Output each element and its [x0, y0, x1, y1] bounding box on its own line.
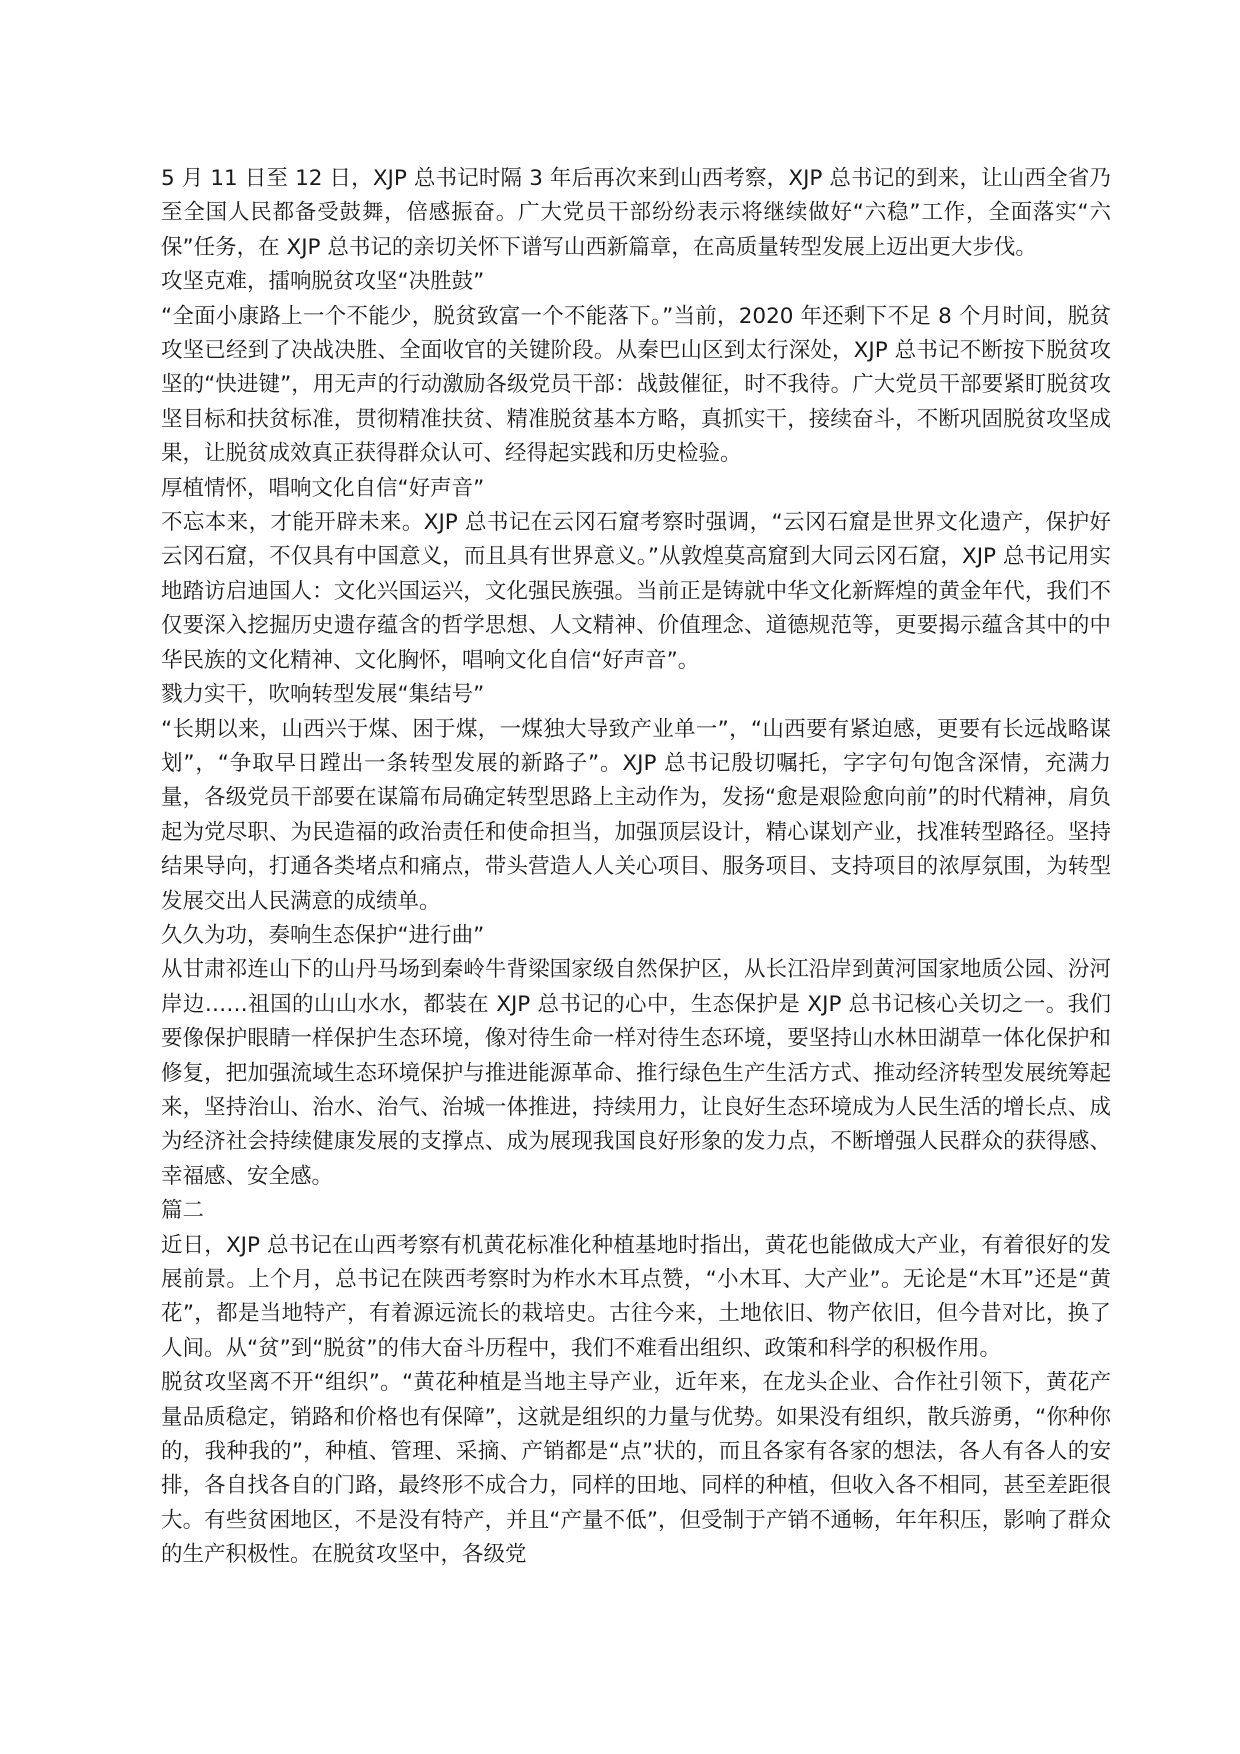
paragraph-organization: 脱贫攻坚离不开“组织”。“黄花种植是当地主导产业，近年来，在龙头企业、合作社引领下，黄花产量品质稳定，销路和价格也有保障”，这就是组织的力量与优势。如果没有组织，散兵游勇，“你种你的，我种我的”，种植、管理、采摘、产销都是“点”状的，而且各家有各家的想法，各人有各人的安排，各自找各自的门路，最终形不成合力，同样的田地、同样的种植，但收入各不相同，甚至差距很大。有些贫困地区，不是没有特产，并且“产量不低”，但受制于产销不通畅，年年积压，影响了群众的生产积极性。在脱贫攻坚中，各级党 [161, 1370, 1111, 1568]
paragraph-transformation: “长期以来，山西兴于煤、困于煤，一煤独大导致产业单一”，“山西要有紧迫感，更要有长远战略谋划”，“争取早日蹚出一条转型发展的新路子”。XJP 总书记殷切嘱托，字字句句饱含深情，充满力量，各级党员干部要在谋篇布局确定转型思路上主动作为，发扬“愈是艰险愈向前”的时代精神，肩负起为党尽职、为民造福的政治责任和使命担当，加强顶层设计，精心谋划产业，找准转型路径。坚持结果导向，打通各类堵点和痛点，带头营造人人关心项目、服务项目、支持项目的浓厚氛围，为转型发展交出人民满意的成绩单。 [161, 716, 1111, 914]
paragraph-ecology: 从甘肃祁连山下的山丹马场到秦岭牛背梁国家级自然保护区，从长江沿岸到黄河国家地质公园、汾河岸边……祖国的山山水水，都装在 XJP 总书记的心中，生态保护是 XJP 总书记核心关切之一。我们要像保护眼睛一样保护生态环境，像对待生命一样对待生态环境，要坚持山水林田湖草一体化保护和修复，把加强流域生态环境保护与推进能源革命、推行绿色生产生活方式、推动经济转型发展统筹起来，坚持治山、治水、治气、治城一体推进，持续用力，让良好生态环境成为人民生活的增长点、成为经济社会持续健康发展的支撑点、成为展现我国良好形象的发力点，不断增强人民群众的获得感、幸福感、安全感。 [161, 957, 1111, 1189]
paragraph-part-two-intro: 近日，XJP 总书记在山西考察有机黄花标准化种植基地时指出，黄花也能做成大产业，有着很好的发展前景。上个月，总书记在陕西考察时为柞水木耳点赞，“小木耳、大产业”。无论是“木耳”还是“黄花”，都是当地特产，有着源远流长的栽培史。古往今来，土地依旧、物产依旧，但今昔对比，换了人间。从“贫”到“脱贫”的伟大奋斗历程中，我们不难看出组织、政策和科学的积极作用。 [161, 1232, 1111, 1361]
part-two-heading: 篇二 [161, 1198, 205, 1224]
section-heading-transformation: 戮力实干，吹响转型发展“集结号” [161, 682, 485, 708]
paragraph-poverty: “全面小康路上一个不能少，脱贫致富一个不能落下。”当前，2020 年还剩下不足 8 个月时间，脱贫攻坚已经到了决战决胜、全面收官的关键阶段。从秦巴山区到太行深处，XJP 总书记不断按下脱贫攻坚的“快进键”，用无声的行动激励各级党员干部：战鼓催征，时不我待。广大党员干部要紧盯脱贫攻坚目标和扶贫标准，贯彻精准扶贫、精准脱贫基本方略，真抓实干，接续奋斗，不断巩固脱贫攻坚成果，让脱贫成效真正获得群众认可、经得起实践和历史检验。 [161, 303, 1111, 467]
paragraph-culture: 不忘本来，才能开辟未来。XJP 总书记在云冈石窟考察时强调，“云冈石窟是世界文化遗产，保护好云冈石窟，不仅具有中国意义，而且具有世界意义。”从敦煌莫高窟到大同云冈石窟，XJP 总书记用实地踏访启迪国人：文化兴国运兴，文化强民族强。当前正是铸就中华文化新辉煌的黄金年代，我们不仅要深入挖掘历史遗存蕴含的哲学思想、人文精神、价值理念、道德规范等，更要揭示蕴含其中的中华民族的文化精神、文化胸怀，唱响文化自信“好声音”。 [161, 510, 1111, 673]
section-heading-ecology: 久久为功，奏响生态保护“进行曲” [161, 922, 485, 948]
section-heading-culture: 厚植情怀，唱响文化自信“好声音” [161, 475, 485, 501]
section-heading-poverty: 攻坚克难，擂响脱贫攻坚“决胜鼓” [161, 269, 485, 295]
intro-paragraph: 5 月 11 日至 12 日，XJP 总书记时隔 3 年后再次来到山西考察，XJP 总书记的到来，让山西全省乃至全国人民都备受鼓舞，倍感振奋。广大党员干部纷纷表示将继续做好“六稳”工作，全面落实“六保”任务，在 XJP 总书记的亲切关怀下谱写山西新篇章，在高质量转型发展上迈出更大步伐。 [161, 166, 1111, 260]
document-page [161, 162, 1111, 1573]
